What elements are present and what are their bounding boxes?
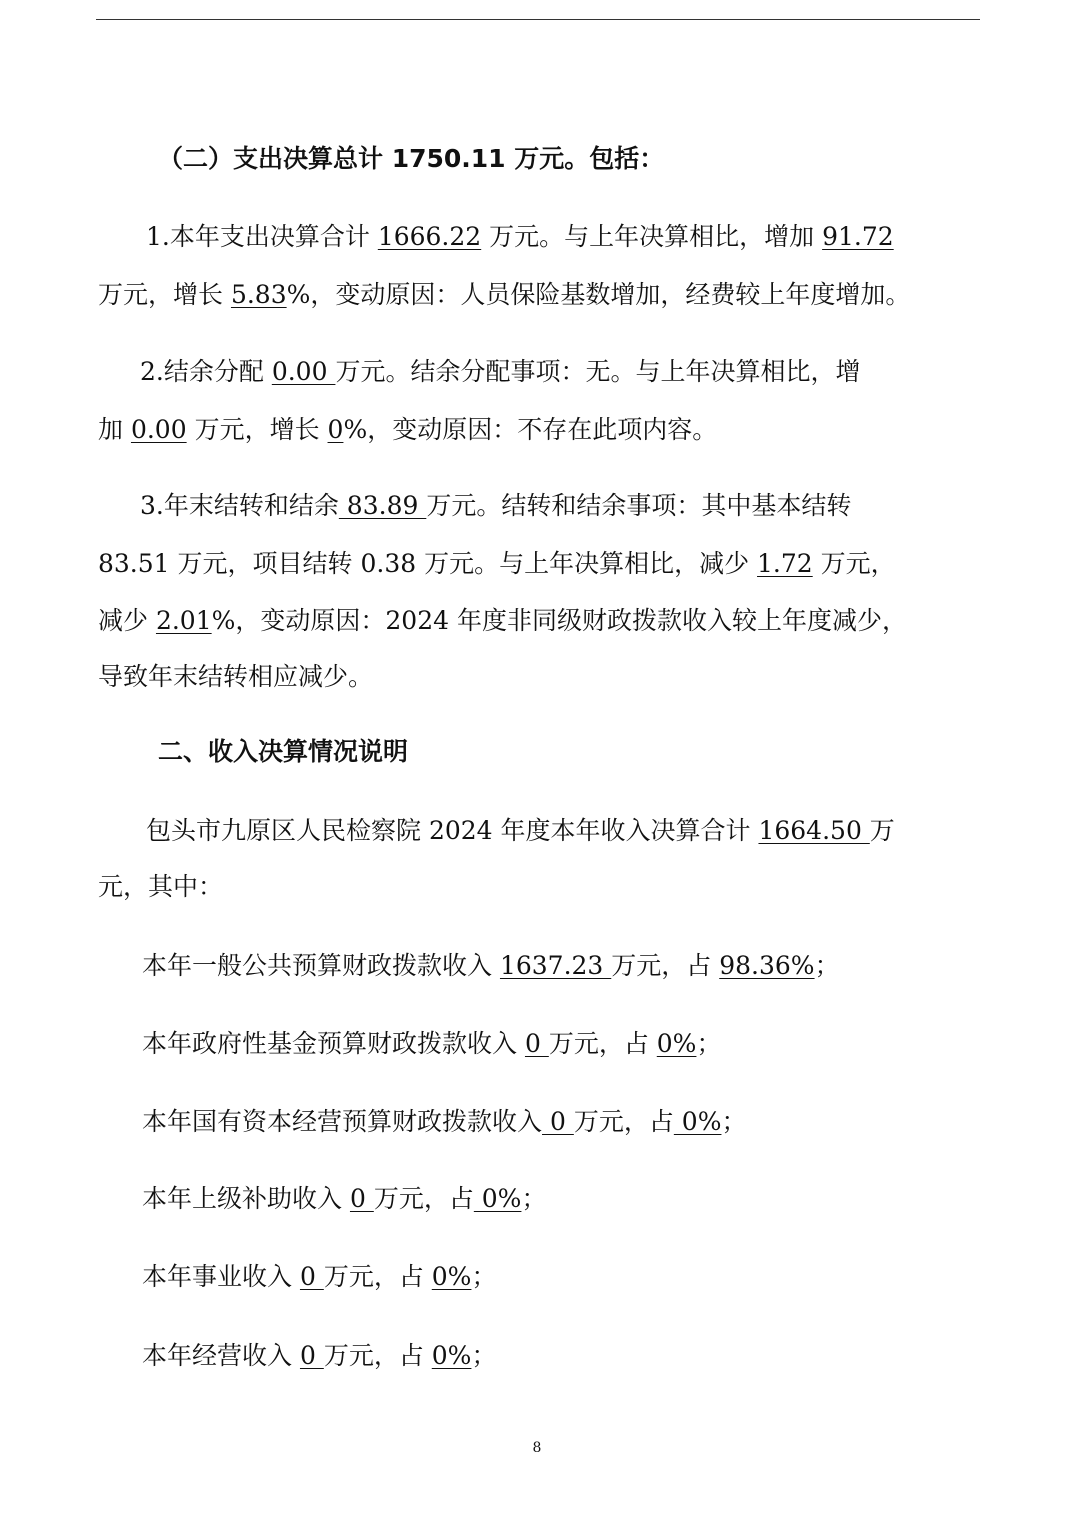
paragraph-line: 导致年末结转相应减少。 [98, 662, 374, 691]
paragraph-line: 加 0.00 万元，增长 0%，变动原因：不存在此项内容。 [98, 415, 718, 444]
paragraph-line: 83.51 万元，项目结转 0.38 万元。与上年决算相比，减少 1.72 万元， [98, 549, 896, 578]
paragraph-line: 元，其中： [98, 872, 224, 901]
paragraph-line: 减少 2.01%，变动原因：2024 年度非同级财政拨款收入较上年度减少， [98, 606, 907, 635]
income-item-government-fund: 本年政府性基金预算财政拨款收入 0 万元，占 0%； [142, 1029, 722, 1058]
paragraph-line: 万元，增长 5.83%，变动原因：人员保险基数增加，经费较上年度增加。 [98, 280, 911, 309]
income-item-operating: 本年经营收入 0 万元，占 0%； [142, 1341, 497, 1370]
income-item-business: 本年事业收入 0 万元，占 0%； [142, 1262, 497, 1291]
paragraph-line: 1.本年支出决算合计 1666.22 万元。与上年决算相比，增加 91.72 [146, 222, 894, 251]
heading-expenditure-total: （二）支出决算总计 1750.11 万元。包括： [158, 144, 665, 173]
page-number: 8 [532, 1440, 542, 1456]
paragraph-line: 3.年末结转和结余 83.89 万元。结转和结余事项：其中基本结转 [140, 491, 852, 520]
income-item-higher-level-subsidy: 本年上级补助收入 0 万元，占 0%； [142, 1184, 547, 1213]
paragraph-line: 包头市九原区人民检察院 2024 年度本年收入决算合计 1664.50 万 [146, 816, 895, 845]
paragraph-line: 2.结余分配 0.00 万元。结余分配事项：无。与上年决算相比，增 [140, 357, 861, 386]
income-item-state-capital: 本年国有资本经营预算财政拨款收入 0 万元，占 0%； [142, 1107, 747, 1136]
header-rule [96, 19, 980, 20]
income-item-general-budget: 本年一般公共预算财政拨款收入 1637.23 万元，占 98.36%； [142, 951, 840, 980]
heading-income-explanation: 二、收入决算情况说明 [158, 737, 409, 766]
